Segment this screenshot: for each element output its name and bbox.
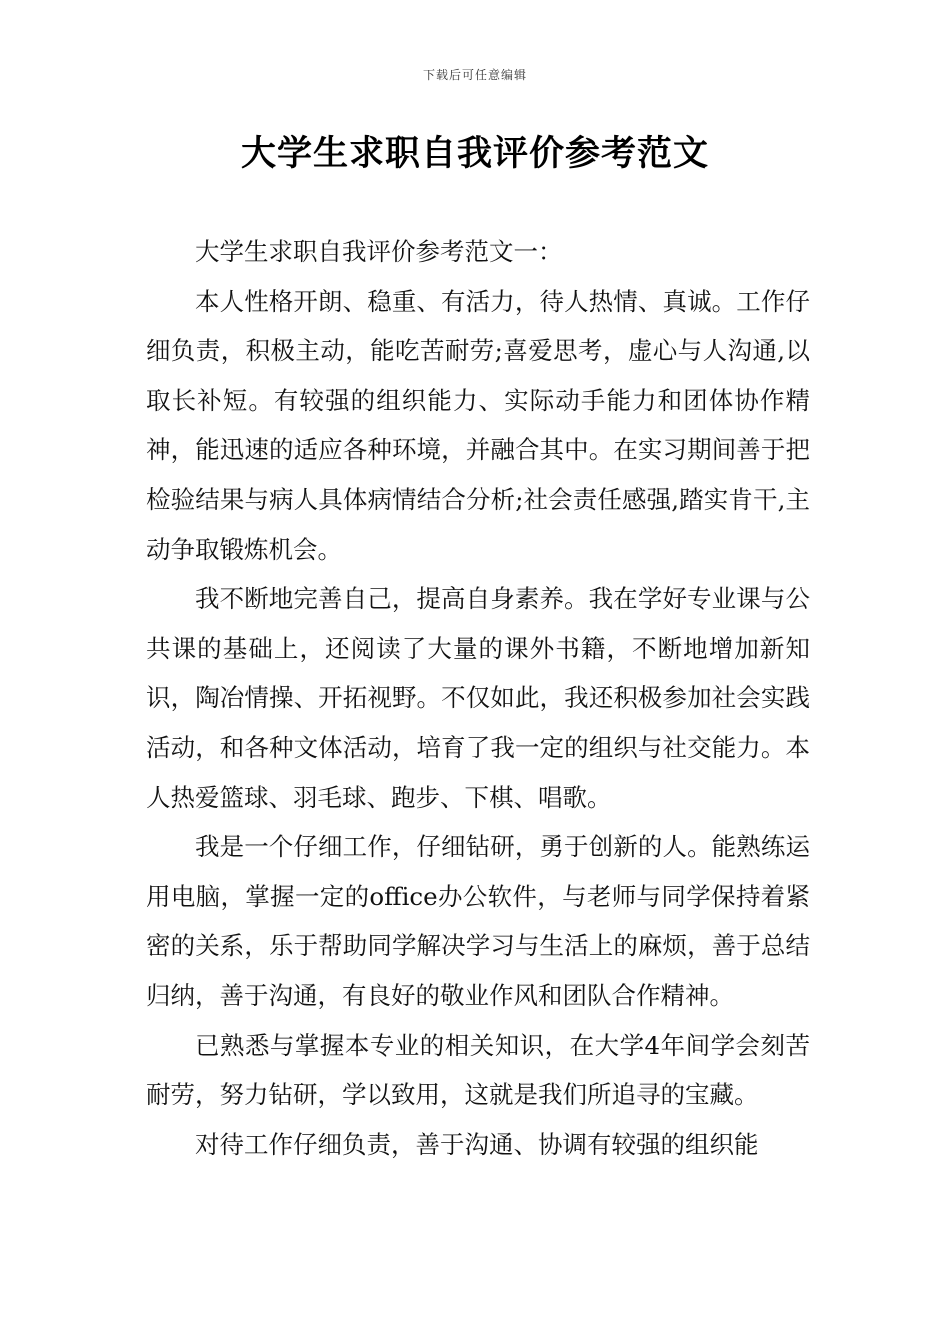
paragraph-subtitle: 大学生求职自我评价参考范文一： xyxy=(195,237,563,266)
paragraph: 已熟悉与掌握本专业的相关知识，在大学4年间学会刻苦耐劳，努力钻研，学以致用，这就是我们所追寻的宝藏。 xyxy=(146,1030,810,1110)
paragraph: 我不断地完善自己，提高自身素养。我在学好专业课与公共课的基础上，还阅读了大量的课外书籍，不断地增加新知识，陶冶情操、开拓视野。不仅如此，我还积极参加社会实践活动，和各种文体活动，培育了我一定的组织与社交能力。本人热爱篮球、羽毛球、跑步、下棋、唱歌。 xyxy=(146,584,810,812)
header-note: 下载后可任意编辑 xyxy=(422,68,527,82)
paragraph: 我是一个仔细工作，仔细钻研，勇于创新的人。能熟练运用电脑，掌握一定的office办公软件，与老师与同学保持着紧密的关系，乐于帮助同学解决学习与生活上的麻烦，善于总结归纳，善于沟通，有良好的敬业作风和团队合作精神。 xyxy=(146,832,810,1010)
document-body xyxy=(146,227,810,1169)
document-title: 大学生求职自我评价参考范文 xyxy=(240,134,709,174)
paragraph: 对待工作仔细负责，善于沟通、协调有较强的组织能 xyxy=(195,1129,759,1159)
paragraph: 本人性格开朗、稳重、有活力，待人热情、真诚。工作仔细负责，积极主动，能吃苦耐劳;喜爱思考，虚心与人沟通,以取长补短。有较强的组织能力、实际动手能力和团体协作精神，能迅速的适应各种环境，并融合其中。在实习期间善于把检验结果与病人具体病情结合分析;社会责任感强,踏实肯干,主动争取锻炼机会。 xyxy=(146,286,810,564)
